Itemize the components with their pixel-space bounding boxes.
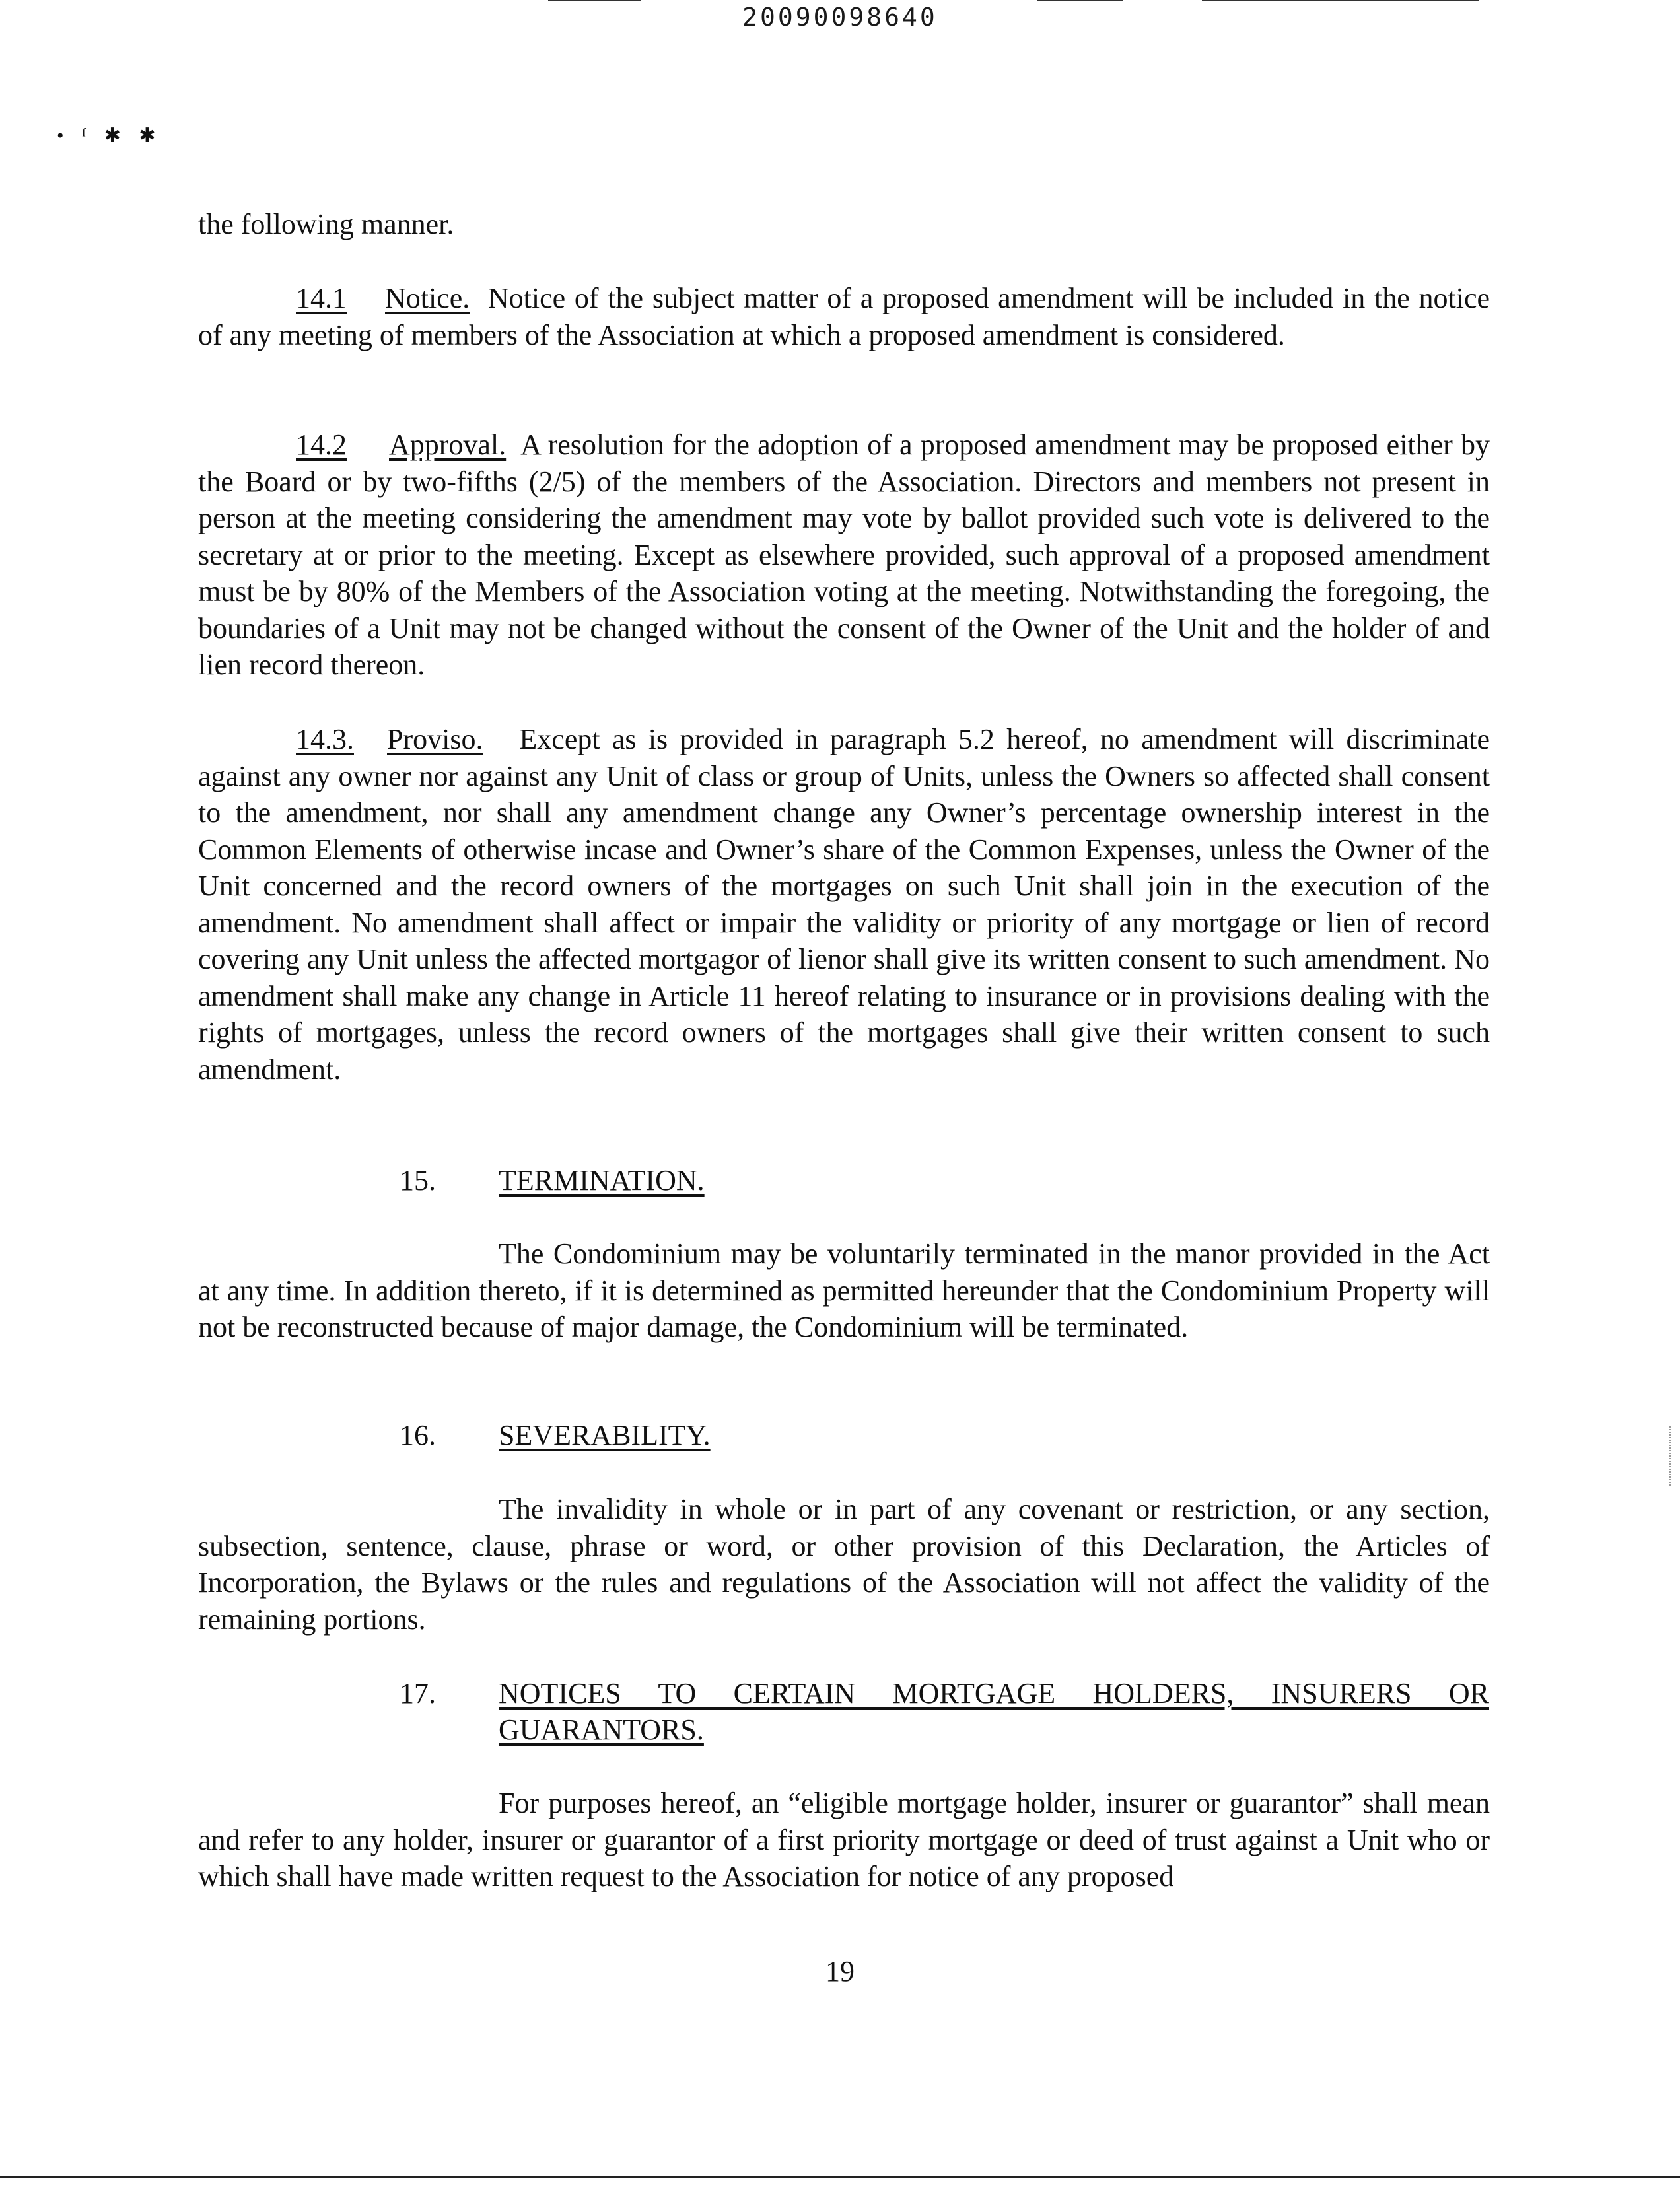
scan-marks: • ᶠ ✱ ✱ — [57, 125, 162, 147]
section-14-1-title: Notice. — [385, 282, 470, 314]
section-14-3 — [198, 721, 1490, 1088]
section-14-3-text: Except as is provided in paragraph 5.2 hereof, no amendment will discriminate against any owner nor against any Unit of class or group of Units, unless the Owners so affected shall consent to the amendment, nor shall any amendment change any Owner’s percentage ownership interest in the Common Elements of otherwise incase and Owner’s share of the Common Expenses, unless the Owner of the Unit concerned and the record owners of the mortgages on such Unit shall join in the execution of the amendment. No amendment shall affect or impair the validity or priority of any mortgage or lien of record covering any Unit unless the affected mortgagor of lienor shall give its written consent to such amendment. No amendment shall make any change in Article 11 hereof relating to insurance or in provisions dealing with the rights of mortgages, unless the record owners of the mortgages shall give their written consent to such amendment. — [198, 723, 1490, 1086]
section-14-2-title: Approval. — [389, 429, 507, 461]
top-scan-line-right — [1202, 0, 1479, 1]
page-number: 19 — [825, 1955, 855, 1988]
section-16-title: SEVERABILITY. — [499, 1419, 711, 1451]
section-17-text: For purposes hereof, an “eligible mortgage holder, insurer or guarantor” shall mean and refer to any holder, insurer or guarantor of a first priority mortgage or deed of trust against a Unit who or which shall have made written request to the Association for notice of any proposed — [198, 1787, 1490, 1892]
section-14-1-number: 14.1 — [296, 282, 347, 314]
section-15-heading — [0, 1162, 1680, 1199]
intro-text: the following manner. — [198, 208, 454, 240]
section-16-text: The invalidity in whole or in part of any covenant or restriction, or any section, subsection, sentence, clause, phrase or word, or other provision of this Declaration, the Articles of Incorporation, the Bylaws or the rules and regulations of the Association will not affect the validity of the remaining portions. — [198, 1493, 1490, 1636]
section-15-text: The Condominium may be voluntarily terminated in the manor provided in the Act at any time. In addition thereto, if it is determined as permitted hereunder that the Condominium Property will not be reconstructed because of major damage, the Condominium will be terminated. — [198, 1237, 1490, 1343]
section-14-2-text: A resolution for the adoption of a proposed amendment may be proposed either by the Board or by two-fifths (2/5) of the members of the Association. Directors and members not present in person at the meeting considering the amendment may vote by ballot provided such vote is delivered to the secretary at or prior to the meeting. Except as elsewhere provided, such approval of a proposed amendment must be by 80% of the Members of the Association voting at the meeting. Notwithstanding the foregoing, the boundaries of a Unit may not be changed without the consent of the Owner of the Unit and the holder of and lien record thereon. — [198, 429, 1490, 681]
margin-scan-specks — [1669, 1426, 1673, 1486]
top-scan-line-left — [548, 0, 641, 1]
section-17-number: 17. — [400, 1677, 436, 1710]
section-17-title-line1: NOTICES TO CERTAIN MORTGAGE HOLDERS, INSURERS OR — [499, 1677, 1489, 1710]
section-14-2-number: 14.2 — [296, 429, 347, 461]
section-15-number: 15. — [400, 1164, 436, 1197]
section-15-title: TERMINATION. — [499, 1164, 705, 1197]
section-14-1-text: Notice of the subject matter of a proposed amendment will be included in the notice of any meeting of members of the Association at which a proposed amendment is considered. — [198, 282, 1490, 351]
top-scan-line-mid — [1037, 0, 1123, 1]
section-17-title-line2: GUARANTORS. — [499, 1714, 704, 1746]
section-16-heading — [0, 1417, 1680, 1454]
section-14-3-number: 14.3. — [296, 723, 354, 755]
section-14-1 — [198, 280, 1490, 353]
section-14-3-title: Proviso. — [387, 723, 483, 755]
section-14-2 — [198, 427, 1490, 683]
section-16-number: 16. — [400, 1419, 436, 1451]
bottom-scan-line — [0, 2176, 1680, 2178]
section-17-heading — [0, 1675, 1680, 1749]
document-number: 20090098640 — [742, 3, 938, 32]
